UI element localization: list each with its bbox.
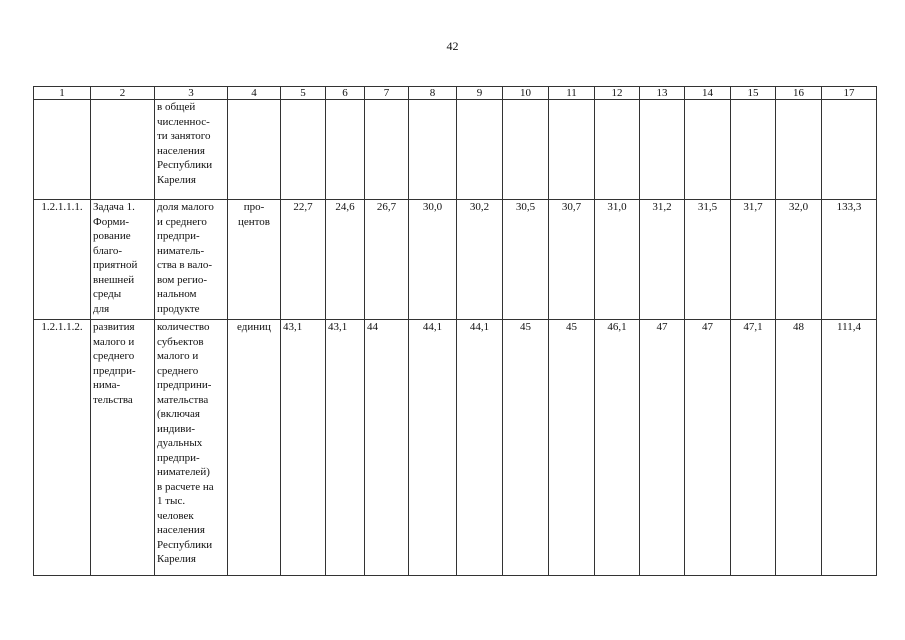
- text-line: ниматель-: [157, 244, 205, 257]
- text-line: ства в вало-: [157, 259, 212, 271]
- text-line: Республики: [157, 538, 213, 551]
- text-line: продукте: [157, 302, 200, 315]
- header-row: [34, 87, 877, 100]
- value-cell: 31,5: [685, 200, 731, 320]
- code-cell: [34, 100, 91, 200]
- page-number: 42: [446, 39, 459, 53]
- text-line: населения: [157, 524, 205, 536]
- header-cell: 14: [685, 87, 731, 100]
- indicator-cell: [155, 100, 228, 200]
- text-line: количество: [157, 321, 210, 333]
- value-cell: 45: [503, 320, 549, 576]
- text-line: среднего: [157, 364, 199, 377]
- value-cell: 31,7: [731, 200, 776, 320]
- value-cell: 31,0: [595, 200, 640, 320]
- text-line: среды: [93, 288, 122, 300]
- value-cell: 44,1: [409, 320, 457, 576]
- task-cell: [91, 200, 155, 320]
- unit-cell: единиц: [228, 320, 281, 576]
- value-cell: 111,4: [822, 320, 877, 576]
- value-cell: 22,7: [281, 200, 326, 320]
- text-line: Задача 1.: [93, 201, 135, 213]
- text-line: развития: [93, 321, 135, 333]
- text-line: доля малого: [157, 201, 214, 213]
- text-line: человек: [157, 509, 194, 522]
- text-line: вом регио-: [157, 273, 208, 286]
- value-cell: 44: [365, 320, 409, 576]
- header-cell: 11: [549, 87, 595, 100]
- text-line: нима-: [93, 379, 121, 391]
- header-cell: 12: [595, 87, 640, 100]
- value-cell: 47,1: [731, 320, 776, 576]
- unit-cell: [228, 200, 281, 320]
- value-cell: 30,5: [503, 200, 549, 320]
- value-cell: 30,2: [457, 200, 503, 320]
- text-line: малого и: [157, 350, 199, 362]
- text-line: предприни-: [157, 379, 212, 391]
- header-cell: 17: [822, 87, 877, 100]
- text-line: благо-: [93, 244, 123, 257]
- text-line: Форми-: [93, 215, 130, 228]
- text-line: внешней: [93, 273, 135, 286]
- value-cell: 43,1: [281, 320, 326, 576]
- text-line: среднего: [93, 350, 135, 362]
- value-cell: 133,3: [822, 200, 877, 320]
- header-cell: 15: [731, 87, 776, 100]
- text-line: дуальных: [157, 437, 203, 449]
- text-line: населения: [157, 144, 205, 157]
- text-line: мательства: [157, 393, 209, 406]
- header-cell: 8: [409, 87, 457, 100]
- text-line: Республики: [157, 159, 213, 171]
- indicator-table: [33, 86, 877, 576]
- header-cell: 3: [155, 87, 228, 100]
- text-line: для: [93, 302, 110, 315]
- value-cell: 45: [549, 320, 595, 576]
- header-cell: 7: [365, 87, 409, 100]
- text-line: 1 тыс.: [157, 495, 186, 507]
- text-line: предпри-: [157, 230, 200, 242]
- text-line: рование: [93, 230, 131, 242]
- value-cell: 46,1: [595, 320, 640, 576]
- value-cell: 30,7: [549, 200, 595, 320]
- text-line: нимателей): [157, 466, 210, 478]
- code-cell: 1.2.1.1.2.: [34, 320, 91, 576]
- header-cell: 4: [228, 87, 281, 100]
- value-cell: 26,7: [365, 200, 409, 320]
- text-line: и среднего: [157, 215, 207, 228]
- table-row: [34, 320, 877, 576]
- value-cell: 24,6: [326, 200, 365, 320]
- text-line: тельства: [93, 393, 133, 406]
- indicator-cell: [155, 200, 228, 320]
- text-line: нальном: [157, 288, 197, 300]
- header-cell: 13: [640, 87, 685, 100]
- value-cell: 31,2: [640, 200, 685, 320]
- code-cell: 1.2.1.1.1.: [34, 200, 91, 320]
- value-cell: 47: [685, 320, 731, 576]
- task-cell: [91, 320, 155, 576]
- header-cell: 10: [503, 87, 549, 100]
- table-row: [34, 100, 877, 200]
- text-line: про-: [243, 201, 265, 213]
- task-cell: [91, 100, 155, 200]
- value-cell: 32,0: [776, 200, 822, 320]
- value-cell: 48: [776, 320, 822, 576]
- value-cell: 44,1: [457, 320, 503, 576]
- text-line: предпри-: [93, 364, 136, 377]
- text-line: (включая: [157, 408, 200, 420]
- indicator-cell: [155, 320, 228, 576]
- header-cell: 1: [34, 87, 91, 100]
- text-line: предпри-: [157, 451, 200, 464]
- value-cell: 43,1: [326, 320, 365, 576]
- text-line: численнос-: [157, 115, 210, 128]
- text-line: центов: [237, 215, 270, 228]
- text-line: ти занятого: [157, 130, 211, 142]
- table-row: [34, 200, 877, 320]
- text-line: приятной: [93, 259, 138, 271]
- text-line: индиви-: [157, 422, 196, 435]
- text-line: субъектов: [157, 335, 204, 348]
- header-cell: 6: [326, 87, 365, 100]
- header-cell: 16: [776, 87, 822, 100]
- text-line: Карелия: [157, 553, 196, 565]
- header-cell: 9: [457, 87, 503, 100]
- header-cell: 2: [91, 87, 155, 100]
- text-line: малого и: [93, 335, 135, 348]
- value-cell: 30,0: [409, 200, 457, 320]
- value-cell: 47: [640, 320, 685, 576]
- text-line: в общей: [157, 101, 196, 113]
- text-line: Карелия: [157, 173, 196, 186]
- header-cell: 5: [281, 87, 326, 100]
- text-line: в расчете на: [157, 480, 214, 493]
